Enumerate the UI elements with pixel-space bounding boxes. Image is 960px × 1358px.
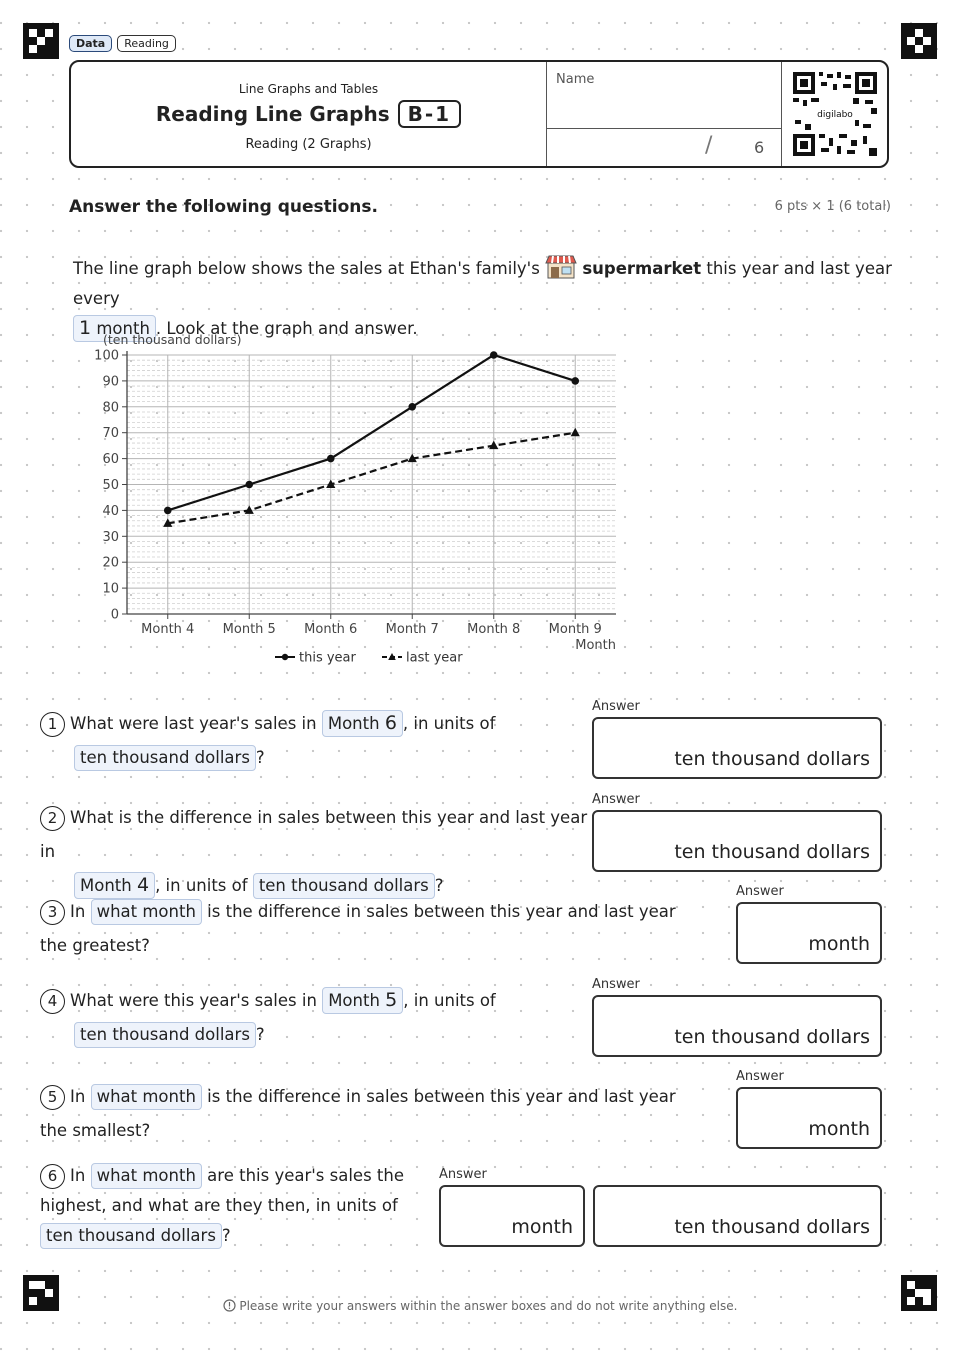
worksheet-title [71,100,546,128]
y-tick-label: 70 [102,426,119,442]
data-point-this-year [490,351,498,359]
question-4-month-word: Month [328,991,380,1010]
data-point-this-year [408,403,416,411]
question-2 [40,801,600,903]
data-point-last-year [489,441,498,450]
question-1-month-word: Month [327,714,380,733]
legend-marker-circle [282,654,288,660]
chart-labels [94,332,616,653]
answer-box-3[interactable] [736,902,882,964]
name-field[interactable] [546,62,781,129]
intro-part1: The line graph below shows the sales at Ethan's family's [73,259,540,278]
worksheet-header [69,60,889,168]
category-tags [69,35,176,52]
chart-series [163,351,580,527]
intro-bold: supermarket [582,259,702,278]
question-1-month-box [322,710,403,737]
question-3-number: 3 [40,900,65,925]
title-block [71,62,546,166]
question-5-month-box: what month [91,1084,202,1110]
chart-legend [275,651,463,666]
question-4-month-box [322,987,403,1014]
chart-grid [127,355,616,614]
y-tick-label: 20 [102,555,119,571]
question-1 [40,707,570,775]
tag-data: Data [69,35,112,52]
answer-unit-6-month: month [511,1216,573,1238]
tag-reading: Reading [117,35,176,52]
name-label: Name [556,72,595,87]
question-4-number: 4 [40,989,65,1014]
data-point-last-year [571,428,580,437]
footer-text: Please write your answers within the answer boxes and do not write anything else. [239,1299,738,1313]
question-6 [40,1161,420,1251]
score-field[interactable] [546,129,781,166]
y-tick-label: 100 [94,348,119,364]
score-slash: / [705,133,713,158]
answer-unit-1: ten thousand dollars [674,748,870,770]
intro-part3: . Look at the graph and answer. [155,319,418,338]
answer-unit-6-sales: ten thousand dollars [674,1216,870,1238]
question-2-qmark: ? [434,876,444,895]
answer-box-1[interactable] [592,717,882,779]
y-tick-label: 30 [102,529,119,545]
question-5-text: In [70,1087,86,1106]
interval-number: 1 [79,317,92,339]
answer-box-6-sales[interactable] [593,1185,882,1247]
store-icon [545,254,577,280]
data-point-this-year [164,507,172,515]
qr-label: digilabo [817,110,853,120]
question-5-text-2: is the difference in sales between this year and last year the smallest? [40,1087,676,1140]
footer-note [0,1299,960,1313]
answer-unit-4: ten thousand dollars [674,1026,870,1048]
question-2-month-word: Month [80,876,132,895]
answer-label-6: Answer [439,1167,487,1182]
legend-label-0: this year [299,650,356,666]
x-tick-label: Month 5 [222,622,276,637]
interval-unit: month [96,319,150,338]
question-4-month-number: 5 [385,989,398,1011]
y-tick-label: 80 [102,400,119,416]
question-6-month-box: what month [91,1163,202,1189]
x-tick-label: Month 4 [141,622,195,637]
series-line-1 [168,433,576,524]
x-tick-label: Month 7 [385,622,439,637]
answer-box-6-month[interactable] [439,1185,585,1247]
sales-line-chart [60,325,660,675]
points-info: 6 pts × 1 (6 total) [774,199,891,214]
question-4-text: What were this year's sales in [70,991,317,1010]
answer-label-3: Answer [736,884,784,899]
data-point-this-year [245,481,253,489]
question-1-month-number: 6 [384,712,397,734]
answer-unit-5: month [808,1118,870,1140]
x-tick-label: Month 6 [304,622,358,637]
answer-label-1: Answer [592,699,640,714]
answer-label-5: Answer [736,1069,784,1084]
question-2-text: What is the difference in sales between this year and last year in [40,808,588,861]
y-axis-label: (ten thousand dollars) [103,332,242,347]
question-4 [40,984,570,1052]
question-6-text: In [70,1166,86,1185]
corner-marker-top-right [901,23,937,59]
score-total: 6 [754,138,765,157]
question-1-text: What were last year's sales in [70,714,317,733]
question-2-unit-box: ten thousand dollars [253,873,435,899]
question-3-text: In [70,902,86,921]
qr-code-cell [781,62,887,166]
answer-label-2: Answer [592,792,640,807]
question-3 [40,895,690,963]
title-text: Reading Line Graphs [155,102,390,126]
question-6-unit-box: ten thousand dollars [40,1223,222,1249]
corner-marker-top-left [23,23,59,59]
question-3-month-box: what month [91,899,202,925]
intro-part2: this year and last year every [73,259,892,308]
question-1-text-2: , in units of [402,714,496,733]
info-circle-icon [223,1299,236,1312]
answer-box-2[interactable] [592,810,882,872]
worksheet-caption: Reading (2 Graphs) [245,137,372,152]
level-badge: B-1 [398,100,461,128]
y-tick-label: 90 [102,374,119,390]
data-point-last-year [245,505,254,514]
question-4-text-2: , in units of [403,991,496,1010]
worksheet-subtitle: Line Graphs and Tables [238,82,379,96]
answer-box-5[interactable] [736,1087,882,1149]
question-1-number: 1 [40,712,65,737]
question-4-qmark: ? [255,1025,265,1044]
y-tick-label: 60 [102,452,119,468]
question-2-text-2: , in units of [155,876,248,895]
x-tick-label: Month 9 [548,622,602,637]
question-5 [40,1080,690,1148]
x-tick-label: Month 8 [467,622,521,637]
question-3-text-2: is the difference in sales between this year and last year the greatest? [40,902,676,955]
question-5-number: 5 [40,1085,65,1110]
question-6-text-2: are this year's sales the highest, and what are they then, in units of [40,1166,405,1215]
y-tick-label: 40 [102,503,119,519]
data-point-this-year [571,377,579,385]
answer-unit-2: ten thousand dollars [674,841,870,863]
question-2-month-number: 4 [136,874,150,896]
x-axis-label: Month [575,638,616,653]
answer-unit-3: month [808,933,870,955]
question-1-unit-box: ten thousand dollars [74,745,256,771]
data-point-this-year [327,455,335,463]
y-tick-label: 0 [110,607,119,623]
question-6-qmark: ? [221,1226,231,1245]
question-2-number: 2 [40,806,65,831]
qr-code-icon [793,72,877,156]
legend-label-1: last year [406,650,463,666]
answer-label-4: Answer [592,977,640,992]
question-6-number: 6 [40,1164,65,1189]
question-4-unit-box: ten thousand dollars [74,1022,256,1048]
question-1-qmark: ? [255,748,265,767]
y-tick-label: 10 [102,581,119,597]
instructions: Answer the following questions. [69,197,378,217]
answer-box-4[interactable] [592,995,882,1057]
y-tick-label: 50 [102,478,119,493]
